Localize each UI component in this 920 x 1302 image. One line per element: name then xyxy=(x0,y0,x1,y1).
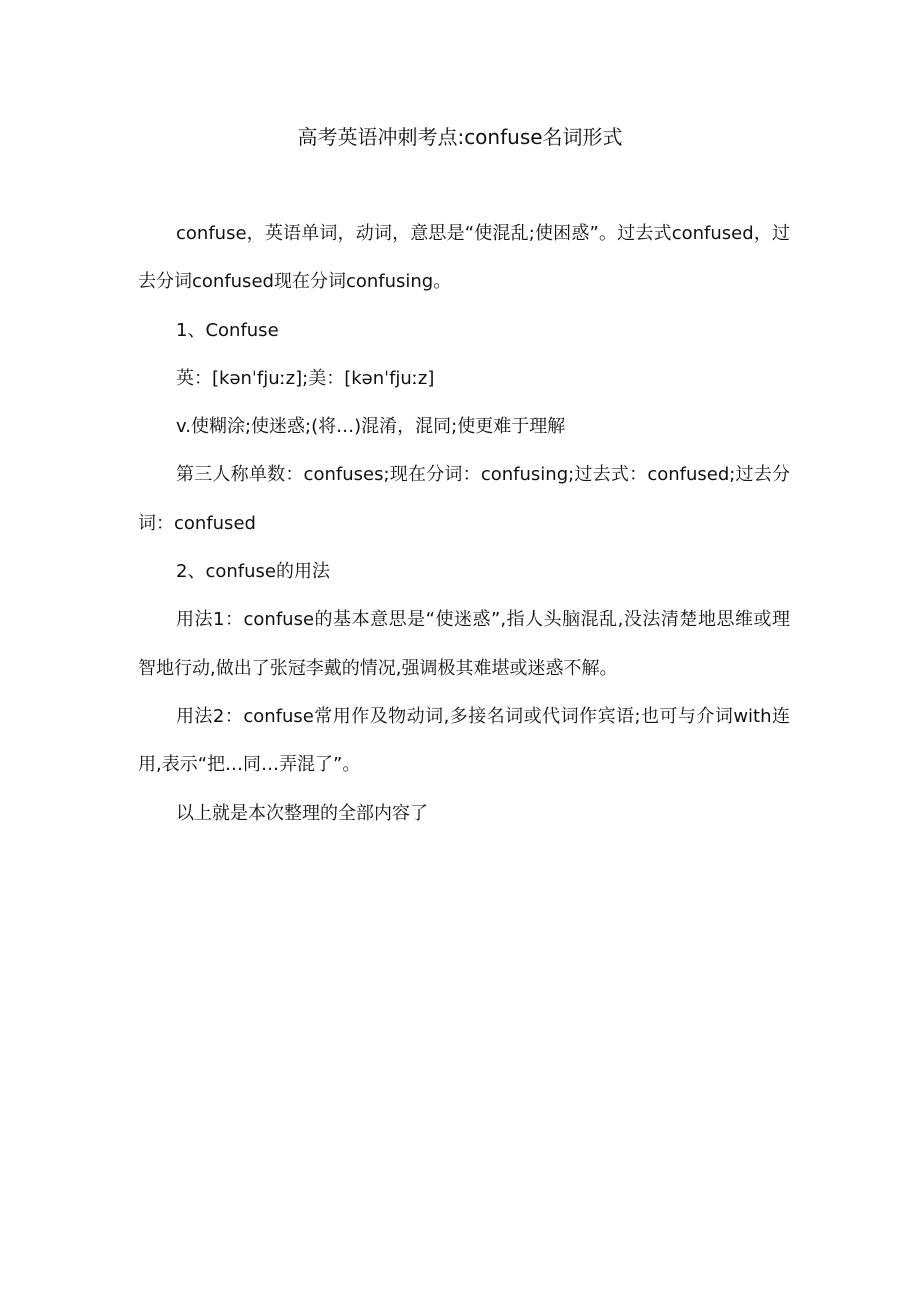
usage-1-paragraph: 用法1：confuse的基本意思是“使迷惑”,指人头脑混乱,没法清楚地思维或理智地行动,做出了张冠李戴的情况,强调极其难堪或迷惑不解。 xyxy=(138,609,790,679)
section-heading-usage: 2、confuse的用法 xyxy=(176,561,330,583)
usage-2-paragraph: 用法2：confuse常用作及物动词,多接名词或代词作宾语;也可与介词with连用,表示“把…同…弄混了”。 xyxy=(138,705,790,776)
definition-line: v.使糊涂;使迷惑;(将…)混淆，混同;使更难于理解 xyxy=(176,416,566,438)
section-heading-confuse: 1、Confuse xyxy=(176,319,279,341)
closing-line: 以上就是本次整理的全部内容了 xyxy=(176,802,428,824)
document-title: 高考英语冲刺考点:confuse名词形式 xyxy=(297,125,623,149)
pronunciation-line: 英：[kənˈfjuːz];美：[kənˈfjuːz] xyxy=(176,367,435,389)
intro-paragraph: confuse，英语单词，动词，意思是“使混乱;使困惑”。过去式confused，过去分词confused现在分词confusing。 xyxy=(138,223,790,293)
document-body xyxy=(138,210,790,838)
inflections-paragraph: 第三人称单数：confuses;现在分词：confusing;过去式：confused;过去分词：confused xyxy=(138,464,790,534)
